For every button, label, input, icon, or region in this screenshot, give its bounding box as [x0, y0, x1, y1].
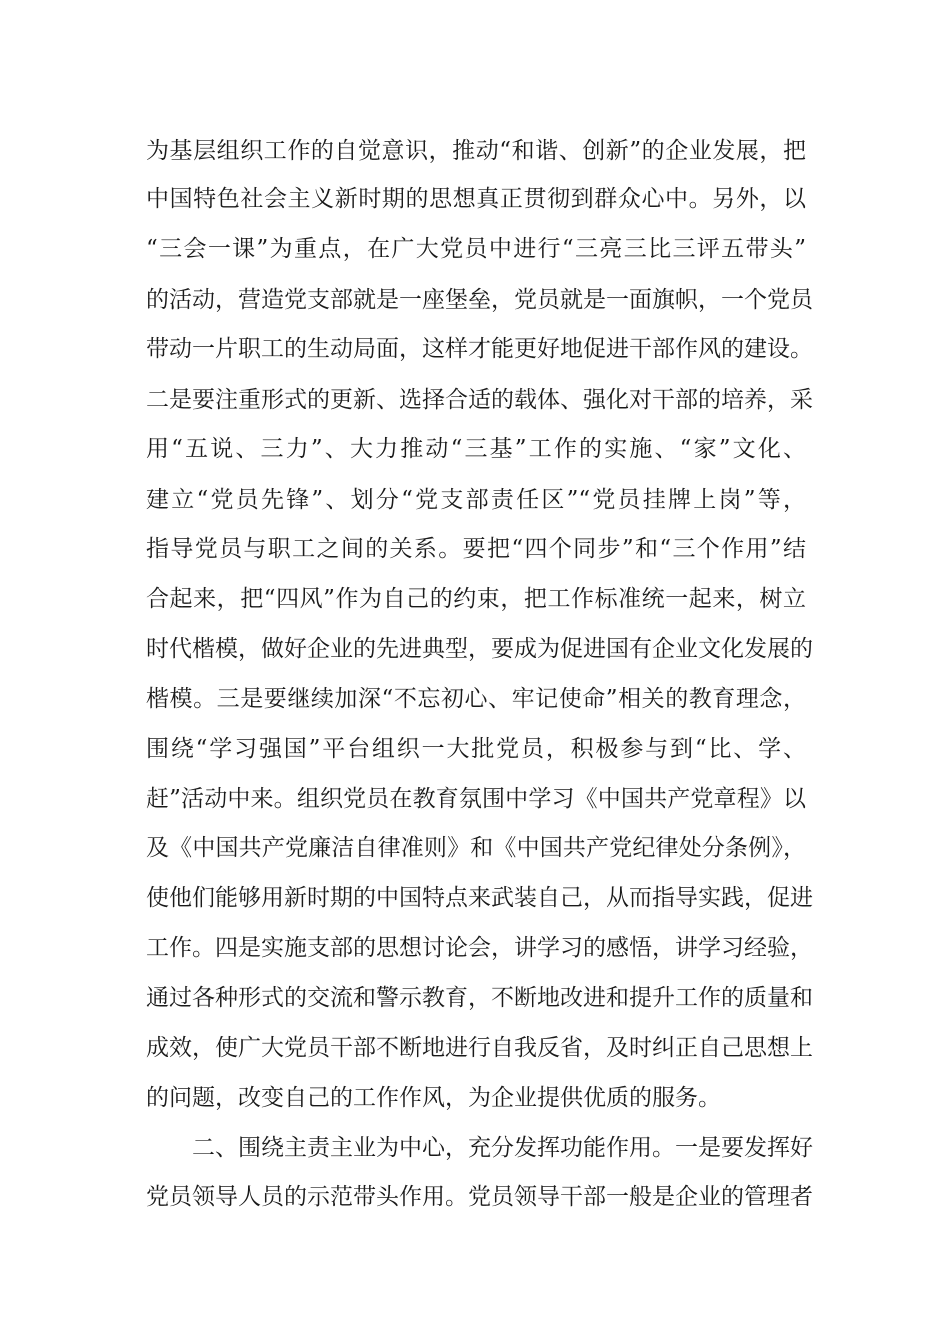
- text-line: 党员领导人员的示范带头作用。党员领导干部一般是企业的管理者: [146, 1184, 813, 1210]
- text-line: 带动一片职工的生动局面，这样才能更好地促进干部作风的建设。: [146, 336, 813, 362]
- text-line: 中国特色社会主义新时期的思想真正贯彻到群众心中。另外，以: [146, 186, 806, 212]
- text-line: 及《中国共产党廉洁自律准则》和《中国共产党纪律处分条例》，: [146, 835, 806, 861]
- text-line: 用“五说、三力”、大力推动“三基”工作的实施、“家”文化、: [146, 436, 806, 462]
- text-line: 的活动，营造党支部就是一座堡垒，党员就是一面旗帜，一个党员: [146, 287, 813, 313]
- text-line: 工作。四是实施支部的思想讨论会，讲学习的感悟，讲学习经验，: [146, 935, 813, 961]
- text-line: 围绕“学习强国”平台组织一大批党员，积极参与到“比、学、: [146, 736, 806, 762]
- paragraph-first-line: 二、围绕主责主业为中心，充分发挥功能作用。一是要发挥好: [192, 1135, 813, 1161]
- text-line: 二是要注重形式的更新、选择合适的载体、强化对干部的培养，采: [146, 387, 813, 413]
- text-line: 通过各种形式的交流和警示教育，不断地改进和提升工作的质量和: [146, 985, 813, 1011]
- text-line: 建立“党员先锋”、划分“党支部责任区”“党员挂牌上岗”等，: [146, 487, 806, 513]
- text-line: 使他们能够用新时期的中国特点来武装自己，从而指导实践，促进: [146, 885, 813, 911]
- text-line: 时代楷模，做好企业的先进典型，要成为促进国有企业文化发展的: [146, 636, 813, 662]
- text-line: 成效，使广大党员干部不断地进行自我反省，及时纠正自己思想上: [146, 1035, 813, 1061]
- text-line: 合起来，把“四风”作为自己的约束，把工作标准统一起来，树立: [146, 586, 806, 612]
- text-line: 楷模。三是要继续加深“不忘初心、牢记使命”相关的教育理念，: [146, 686, 806, 712]
- text-line: 的问题，改变自己的工作作风，为企业提供优质的服务。: [146, 1085, 721, 1111]
- text-line: “三会一课”为重点，在广大党员中进行“三亮三比三评五带头”: [146, 236, 806, 262]
- text-line: 赶”活动中来。组织党员在教育氛围中学习《中国共产党章程》以: [146, 786, 806, 812]
- text-line: 为基层组织工作的自觉意识，推动“和谐、创新”的企业发展，把: [146, 138, 806, 164]
- text-line: 指导党员与职工之间的关系。要把“四个同步”和“三个作用”结: [146, 536, 806, 562]
